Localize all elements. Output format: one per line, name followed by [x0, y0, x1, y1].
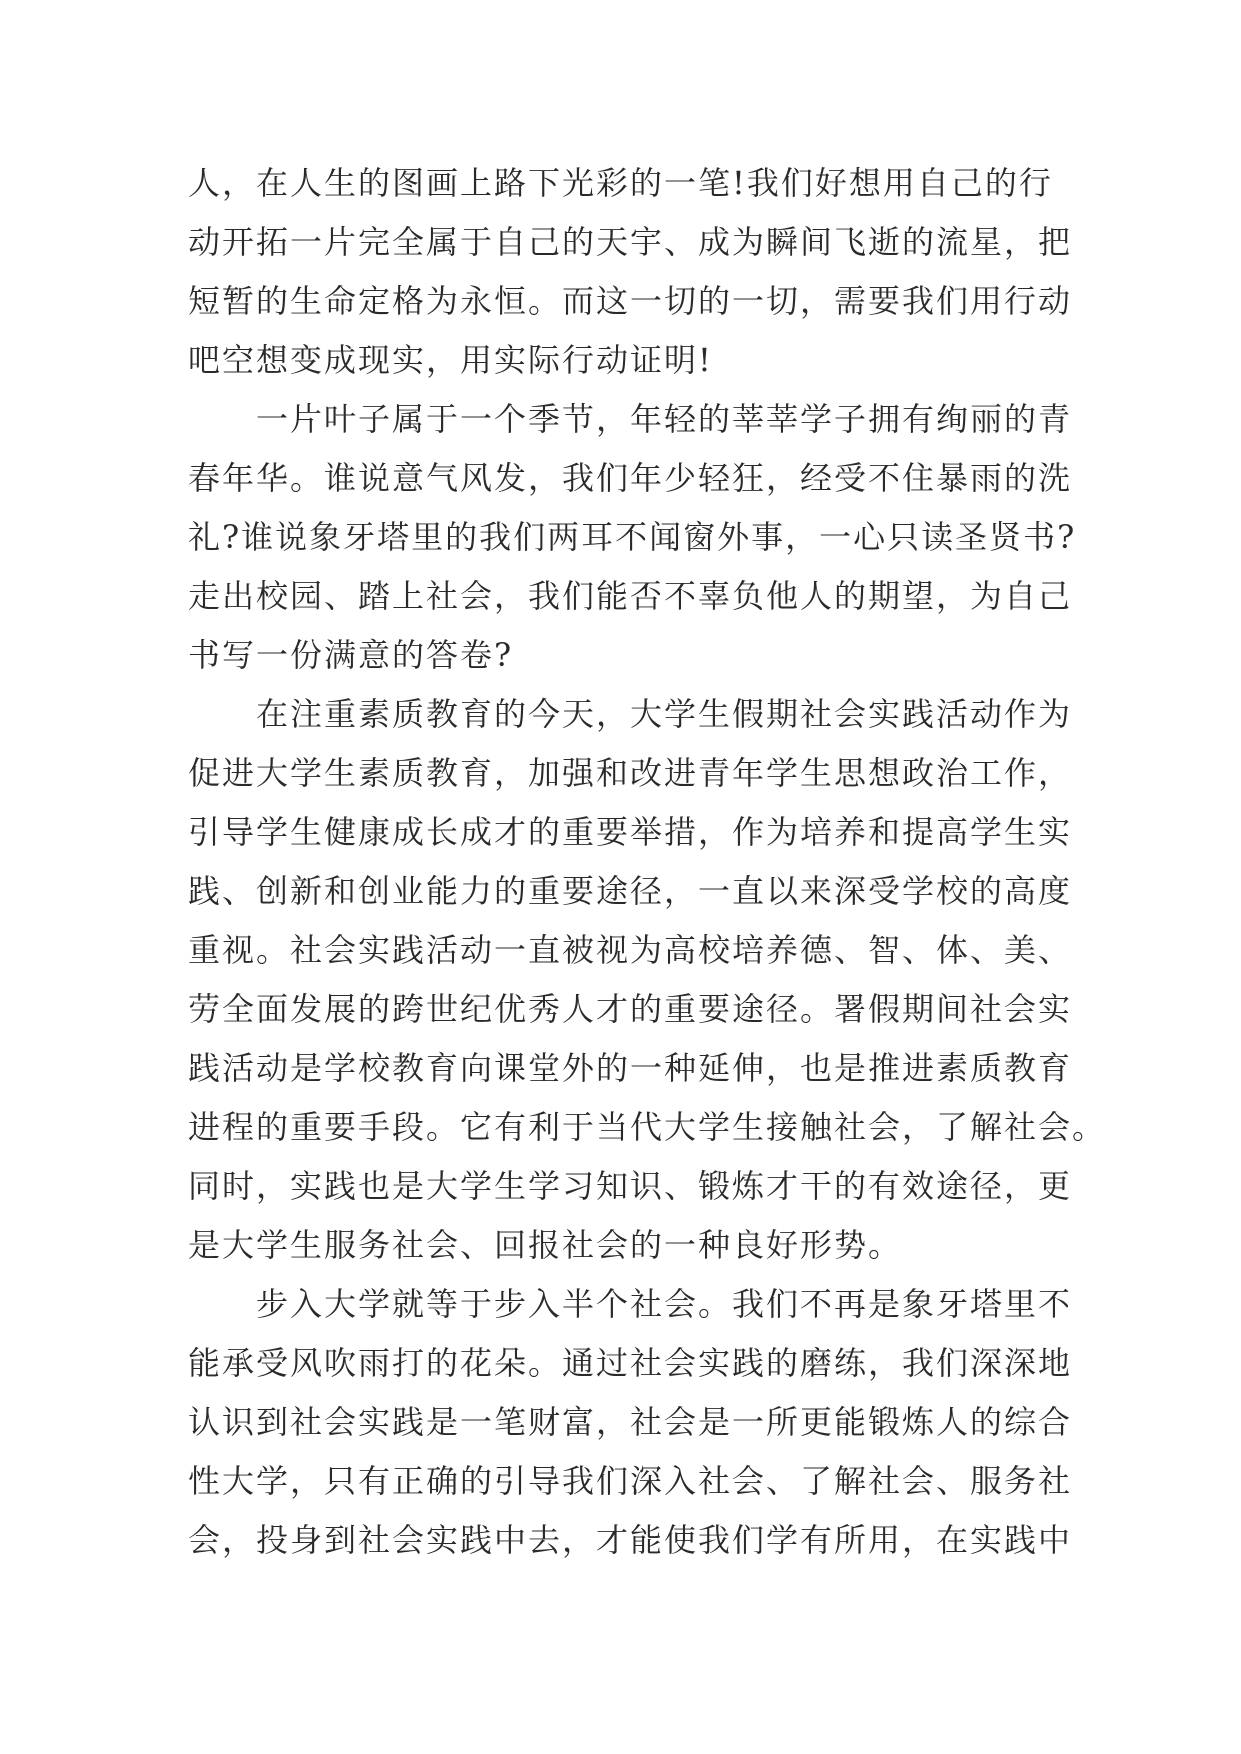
- text-line: 动开拓一片完全属于自己的天宇、成为瞬间飞逝的流星，把: [188, 223, 1073, 261]
- paragraph-2: [188, 390, 1077, 685]
- text-line: 步入大学就等于步入半个社会。我们不再是象牙塔里不: [188, 1285, 1073, 1323]
- paragraph-3: [188, 685, 1107, 1275]
- text-line: 会，投身到社会实践中去，才能使我们学有所用，在实践中: [188, 1521, 1073, 1559]
- paragraph-4: [188, 1275, 1073, 1570]
- text-line: 走出校园、踏上社会，我们能否不辜负他人的期望，为自己: [188, 577, 1073, 615]
- paragraph-1: [188, 154, 1073, 390]
- text-line: 在注重素质教育的今天，大学生假期社会实践活动作为: [188, 695, 1073, 733]
- text-line: 书写一份满意的答卷?: [188, 636, 514, 674]
- text-line: 春年华。谁说意气风发，我们年少轻狂，经受不住暴雨的洗: [188, 459, 1073, 497]
- text-line: 是大学生服务社会、回报社会的一种良好形势。: [188, 1226, 903, 1264]
- text-line: 引导学生健康成长成才的重要举措，作为培养和提高学生实: [188, 813, 1073, 851]
- text-line: 同时，实践也是大学生学习知识、锻炼才干的有效途径，更: [188, 1167, 1073, 1205]
- text-line: 短暂的生命定格为永恒。而这一切的一切，需要我们用行动: [188, 282, 1073, 320]
- text-line: 认识到社会实践是一笔财富，社会是一所更能锻炼人的综合: [188, 1403, 1073, 1441]
- text-line: 劳全面发展的跨世纪优秀人才的重要途径。署假期间社会实: [188, 990, 1073, 1028]
- text-line: 践、创新和创业能力的重要途径，一直以来深受学校的高度: [188, 872, 1073, 910]
- text-line: 吧空想变成现实，用实际行动证明!: [188, 341, 713, 379]
- text-line: 性大学，只有正确的引导我们深入社会、了解社会、服务社: [188, 1462, 1073, 1500]
- text-line: 践活动是学校教育向课堂外的一种延伸，也是推进素质教育: [188, 1049, 1073, 1087]
- text-line: 一片叶子属于一个季节，年轻的莘莘学子拥有绚丽的青: [188, 400, 1073, 438]
- text-line: 促进大学生素质教育，加强和改进青年学生思想政治工作，: [188, 754, 1073, 792]
- text-line: 进程的重要手段。它有利于当代大学生接触社会，了解社会。: [188, 1108, 1107, 1146]
- document-body: [188, 154, 1107, 1570]
- text-line: 能承受风吹雨打的花朵。通过社会实践的磨练，我们深深地: [188, 1344, 1073, 1382]
- text-line: 礼?谁说象牙塔里的我们两耳不闻窗外事，一心只读圣贤书?: [188, 518, 1077, 556]
- text-line: 人，在人生的图画上路下光彩的一笔!我们好想用自己的行: [188, 164, 1053, 202]
- text-line: 重视。社会实践活动一直被视为高校培养德、智、体、美、: [188, 931, 1073, 969]
